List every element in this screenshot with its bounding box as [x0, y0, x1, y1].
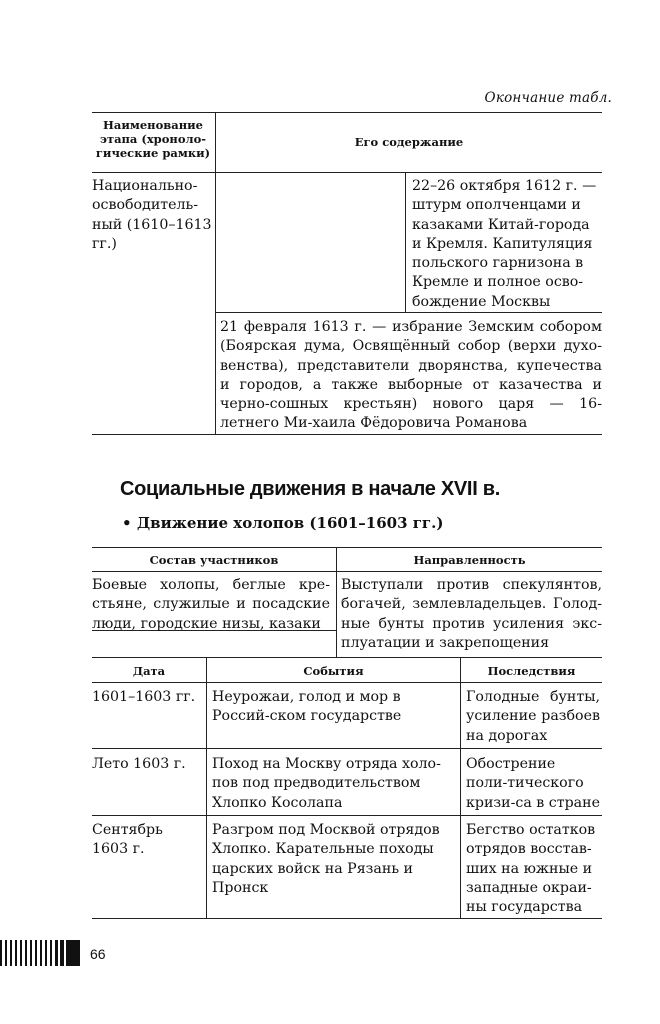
table1-event-october-1612: 22–26 октября 1612 г. — штурм ополченцами и казаками Китай-города и Кремля. Капитуляция польского гарнизона в Кремле и полное осво-бождение Москвы: [412, 178, 597, 310]
table2-participants: Боевые холопы, беглые кре-стьяне, служилые и посадские люди, городские низы, казаки: [92, 577, 330, 632]
table1-header-content: Его содержание: [354, 135, 464, 149]
table-row-consequences: Голодные бунты, усиление разбоев на дорогах: [466, 689, 600, 744]
table-row-events: Разгром под Москвой отрядов Хлопко. Карательные походы царских войск на Рязань и Пронск: [212, 822, 440, 896]
table-row-consequences: Обострение поли-тического кризи-са в стране: [466, 756, 600, 811]
table3-header-consequences: Последствия: [487, 664, 576, 678]
table-row-date: 1601–1603 гг.: [92, 689, 196, 705]
table2-header-participants: Состав участников: [149, 553, 279, 567]
table1-stage-name: Национально-освободитель-ный (1610–1613 гг.): [92, 178, 212, 252]
subsection-title: [122, 514, 443, 532]
section-title: Социальные движения в начале XVII в.: [120, 478, 500, 500]
table1-header-stage: Наименование этапа (хроноло-гические рамки): [95, 118, 211, 160]
table-row-events: Поход на Москву отряда холо-пов под предводительством Хлопко Косолапа: [212, 756, 441, 811]
subsection-title-text: Движение холопов (1601–1603 гг.): [136, 514, 444, 532]
bullet-icon: •: [122, 514, 137, 532]
page-stripe-ornament: [0, 940, 80, 966]
table3-header-events: События: [303, 664, 364, 678]
table2-header-direction: Направленность: [413, 553, 526, 567]
table1-event-february-1613: 21 февраля 1613 г. — избрание Земским собором (Боярская дума, Освящённый собор (верхи духо-венства), представители дворянства, купечества и городов, а также выборные от казачества и черно-сошных крестьян) нового царя — 16-летнего Ми-хаила Фёдоровича Романова: [220, 319, 602, 432]
continuation-label: Окончание табл.: [484, 90, 612, 106]
table-row-events: Неурожаи, голод и мор в Россий-ском государстве: [212, 689, 402, 725]
page-number: 66: [90, 946, 106, 962]
table-row-date: Сентябрь 1603 г.: [92, 822, 163, 858]
table3-header-date: Дата: [132, 664, 166, 678]
table-row-date: Лето 1603 г.: [92, 756, 186, 772]
table2-direction: Выступали против спекулянтов, богачей, землевладельцев. Голод-ные бунты против усиления экс-плуатации и закрепощения: [341, 577, 602, 651]
table-row-consequences: Бегство остатков отрядов восстав-ших на южные и западные окраи-ны государства: [466, 822, 596, 916]
